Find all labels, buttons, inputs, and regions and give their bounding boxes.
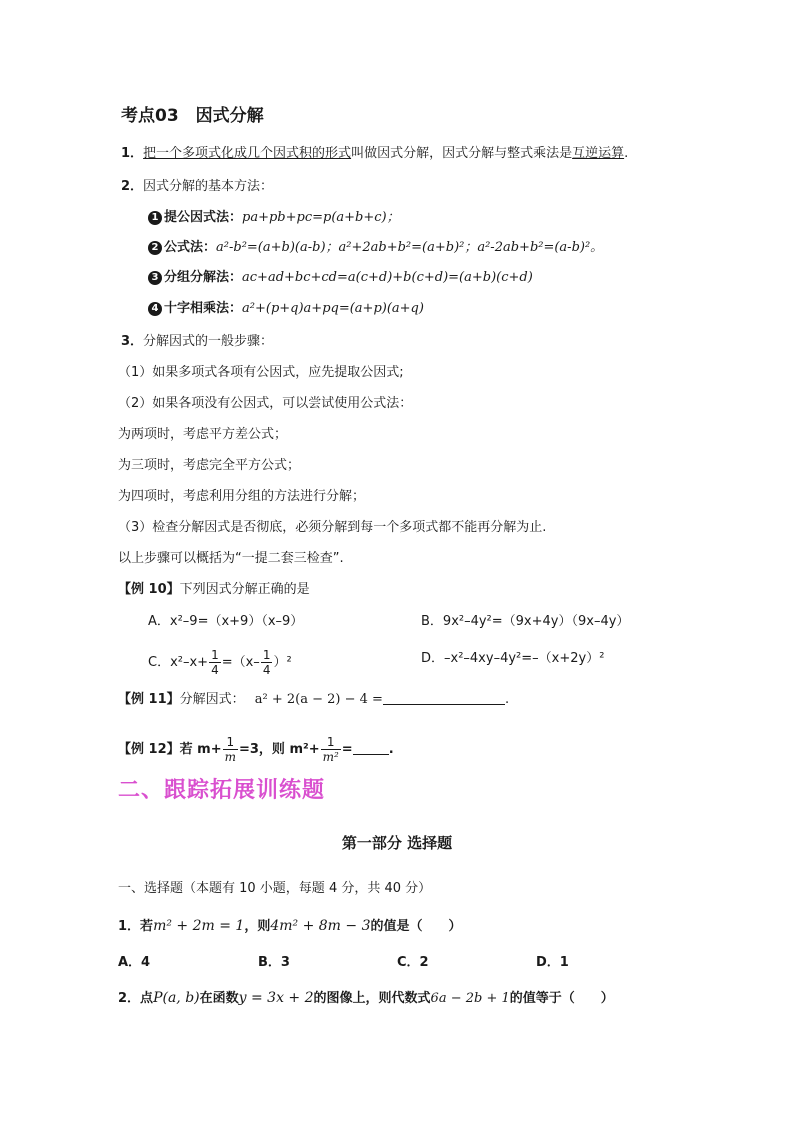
option-10-c-right: ）²	[273, 655, 292, 670]
question-2-number: 2．	[118, 991, 141, 1006]
option-10-a: A．x²–9=（x+9）（x–9）	[148, 614, 304, 629]
point-1-end: .	[624, 146, 629, 161]
point-2	[121, 177, 273, 197]
example-12-end: .	[388, 742, 394, 757]
point-1-inverse: 互逆运算	[572, 146, 625, 161]
question-1-text-3: 的值是（ ）	[370, 919, 462, 934]
example-10-stem: 下列因式分解正确的是	[179, 582, 310, 597]
question-1-text-2: ，则	[244, 919, 271, 934]
example-11-tag: 【例 11】	[118, 692, 180, 707]
method-3	[148, 268, 533, 288]
question-2-expression-1: P(a, b)	[153, 990, 200, 1006]
question-2	[118, 988, 614, 1009]
answer-blank[interactable]	[353, 742, 389, 755]
fraction	[209, 648, 221, 677]
fraction-denominator: 4	[211, 663, 219, 677]
method-1	[148, 208, 400, 228]
method-1-formula: pa+pb+pc=p(a+b+c)；	[242, 210, 400, 225]
example-10-tag: 【例 10】	[118, 582, 180, 597]
method-2-label: 公式法：	[164, 240, 217, 255]
step-3: （3）检查分解因式是否彻底，必须分解到每一个多项式都不能再分解为止.	[118, 520, 547, 535]
question-2-text-4: 的值等于（ ）	[509, 991, 614, 1006]
example-12-text-1: 若 m+	[179, 742, 222, 757]
step-2b: 为三项时，考虑完全平方公式；	[118, 458, 301, 473]
example-11	[118, 690, 509, 710]
fraction-denominator: m	[224, 750, 236, 764]
option-10-d: D．–x²–4xy–4y²=–（x+2y）²	[421, 651, 605, 666]
example-12-text-3: =	[341, 742, 353, 757]
point-1-text: 叫做因式分解，因式分解与整式乘法是	[351, 146, 573, 161]
example-10	[118, 580, 310, 600]
answer-blank[interactable]	[383, 692, 505, 705]
option-10-c	[148, 648, 292, 677]
question-1	[118, 916, 462, 937]
part-title: 第一部分 选择题	[341, 834, 453, 852]
point-1	[121, 144, 628, 164]
method-4-label: 十字相乘法：	[164, 301, 243, 316]
step-2: （2）如果各项没有公因式，可以尝试使用公式法：	[118, 396, 413, 411]
fraction-numerator: 1	[321, 735, 341, 750]
mc-intro: 一、选择题（本题有 10 小题，每题 4 分，共 40 分）	[118, 881, 432, 896]
question-1-number: 1．	[118, 919, 141, 934]
option-1-b: B．3	[258, 955, 290, 970]
question-2-text-2: 在函数	[199, 991, 239, 1006]
method-4-formula: a²+(p+q)a+pq=(a+p)(a+q)	[242, 301, 424, 316]
point-2-number: 2．	[121, 179, 144, 194]
example-11-end: .	[504, 692, 510, 707]
method-2-formula: a²-b²=(a+b)(a-b)；a²+2ab+b²=(a+b)²；a²-2ab+b²=(a-b)²。	[216, 240, 604, 255]
option-1-a: A．4	[118, 955, 151, 970]
example-11-stem: 分解因式：	[179, 692, 245, 707]
point-3-text: 分解因式的一般步骤：	[143, 334, 274, 349]
point-1-number: 1．	[121, 146, 144, 161]
method-3-label: 分组分解法：	[164, 270, 243, 285]
fraction	[321, 735, 341, 764]
point-2-text: 因式分解的基本方法：	[143, 179, 274, 194]
section-heading: 二、跟踪拓展训练题	[118, 778, 326, 803]
option-10-b: B．9x²–4y²=（9x+4y）（9x–4y）	[421, 614, 630, 629]
question-2-text-1: 点	[140, 991, 154, 1006]
step-2a: 为两项时，考虑平方差公式；	[118, 427, 288, 442]
point-1-definition: 把一个多项式化成几个因式积的形式	[143, 146, 352, 161]
fraction	[223, 735, 238, 764]
fraction-denominator: m²	[322, 750, 339, 764]
step-1: （1）如果多项式各项有公因式，应先提取公因式;	[118, 365, 404, 380]
step-2c: 为四项时，考虑利用分组的方法进行分解；	[118, 489, 366, 504]
fraction	[261, 648, 273, 677]
circle-2-icon: 2	[148, 241, 162, 255]
page-heading: 考点03 因式分解	[121, 106, 264, 126]
fraction-numerator: 1	[262, 648, 271, 662]
example-11-expression: a² + 2(a − 2) − 4 =	[254, 692, 383, 707]
method-4	[148, 299, 424, 319]
circle-3-icon: 3	[148, 271, 162, 285]
example-12-tag: 【例 12】	[118, 742, 180, 757]
question-1-text-1: 若	[140, 919, 154, 934]
question-2-expression-2: y = 3x + 2	[238, 990, 314, 1006]
option-1-c: C．2	[397, 955, 429, 970]
fraction-numerator: 1	[223, 735, 238, 750]
fraction-denominator: 4	[262, 663, 271, 677]
example-12-text-2: =3，则 m²+	[238, 742, 320, 757]
circle-1-icon: 1	[148, 211, 162, 225]
question-2-expression-3: 6a − 2b + 1	[430, 991, 510, 1006]
method-1-label: 提公因式法：	[164, 210, 243, 225]
point-3-number: 3．	[121, 334, 144, 349]
steps-summary: 以上步骤可以概括为“一提二套三检查”.	[118, 551, 344, 566]
fraction-numerator: 1	[211, 648, 219, 662]
question-2-text-3: 的图像上，则代数式	[313, 991, 431, 1006]
point-3	[121, 332, 273, 352]
option-10-c-mid: =（x–	[221, 655, 260, 670]
question-1-expression-1: m² + 2m = 1	[153, 918, 245, 934]
question-1-expression-2: 4m² + 8m − 3	[270, 918, 371, 934]
circle-4-icon: 4	[148, 302, 162, 316]
option-10-c-left: C．x²–x+	[148, 655, 209, 670]
option-1-d: D．1	[536, 955, 569, 970]
example-12	[118, 735, 394, 764]
method-2	[148, 238, 603, 258]
method-3-formula: ac+ad+bc+cd=a(c+d)+b(c+d)=(a+b)(c+d)	[242, 270, 533, 285]
